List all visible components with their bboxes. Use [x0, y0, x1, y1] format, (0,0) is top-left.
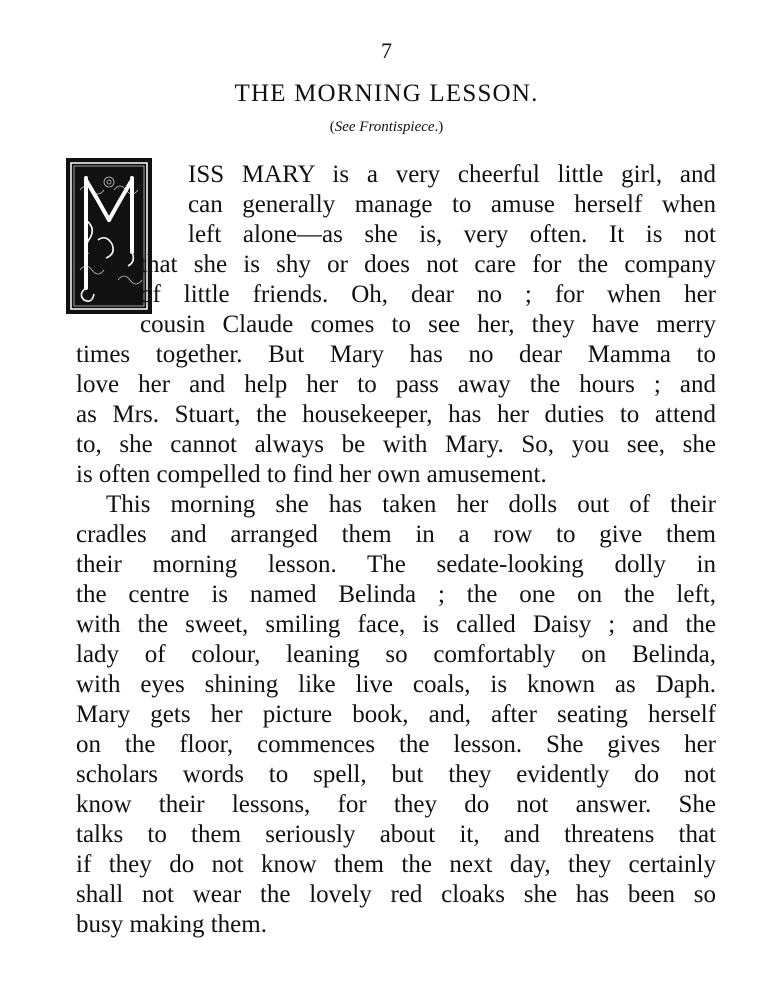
text-line-5: of little friends. Oh, dear no ; for when her — [140, 281, 716, 308]
text-line-17: lady of colour, leaning so comfortably on Belinda, — [76, 641, 716, 668]
chapter-subtitle — [0, 119, 773, 136]
text-line-25: shall not wear the lovely red cloaks she has been so — [76, 881, 716, 908]
text-line-19: Mary gets her picture book, and, after seating herself — [76, 701, 716, 728]
text-line-8: love her and help her to pass away the hours ; and — [76, 371, 716, 398]
text-line-14: their morning lesson. The sedate-looking dolly in — [76, 551, 716, 578]
text-line-24: if they do not know them the next day, they certainly — [76, 851, 716, 878]
text-line-26: busy making them. — [76, 911, 267, 938]
text-line-18: with eyes shining like live coals, is known as Daph. — [76, 671, 716, 698]
dropcap-letter: M — [109, 308, 110, 309]
text-line-13: cradles and arranged them in a row to give them — [76, 521, 716, 548]
text-line-21: scholars words to spell, but they evidently do not — [76, 761, 716, 788]
text-line-11: is often compelled to find her own amusement. — [76, 461, 547, 488]
text-line-2: can generally manage to amuse herself when — [188, 191, 716, 218]
page-number: 7 — [381, 38, 392, 63]
text-line-23: talks to them seriously about it, and threatens that — [76, 821, 716, 848]
text-line-20: on the floor, commences the lesson. She gives her — [76, 731, 716, 758]
text-line-10: to, she cannot always be with Mary. So, you see, she — [76, 431, 716, 458]
text-line-1: ISS MARY is a very cheerful little girl, and — [188, 161, 716, 188]
text-line-22: know their lessons, for they do not answer. She — [76, 791, 716, 818]
chapter-title: THE MORNING LESSON. — [234, 80, 539, 107]
text-line-16: with the sweet, smiling face, is called Daisy ; and the — [76, 611, 716, 638]
subtitle-open: ( — [329, 119, 335, 135]
text-line-6: cousin Claude comes to see her, they have merry — [140, 311, 716, 338]
text-line-9: as Mrs. Stuart, the housekeeper, has her duties to attend — [76, 401, 716, 428]
subtitle-see: See — [334, 119, 360, 135]
text-line-3: left alone—as she is, very often. It is not — [188, 221, 716, 248]
subtitle-close: .) — [434, 119, 444, 135]
subtitle-reference: Frontispiece — [359, 119, 435, 135]
text-line-7: times together. But Mary has no dear Mamma to — [76, 341, 716, 368]
text-line-12: This morning she has taken her dolls out of their — [106, 491, 716, 518]
text-line-4: that she is shy or does not care for the company — [140, 251, 716, 278]
text-line-15: the centre is named Belinda ; the one on the left, — [76, 581, 716, 608]
